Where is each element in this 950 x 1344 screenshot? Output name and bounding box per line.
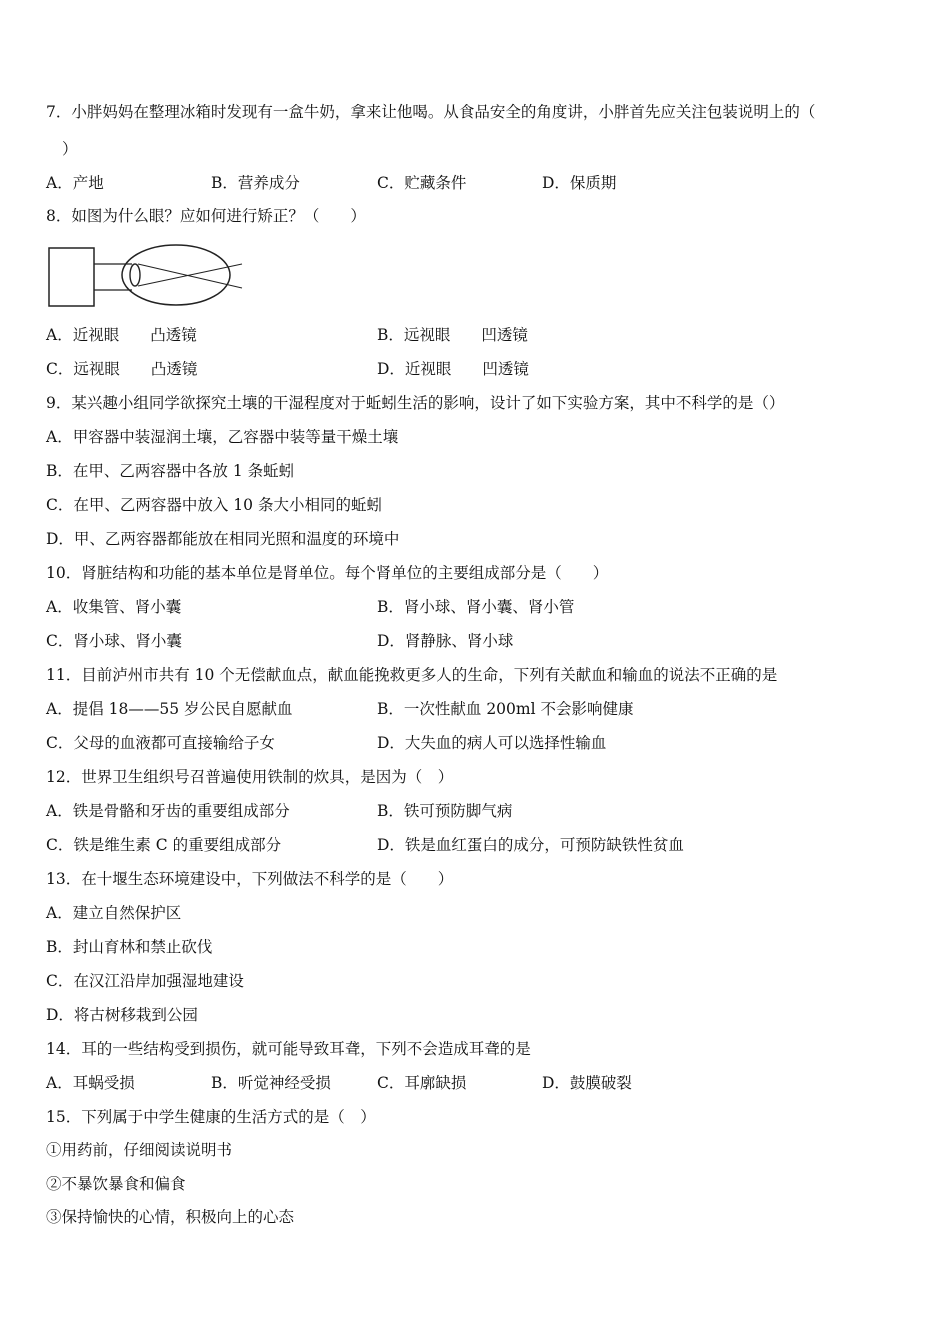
q14-option-d[interactable]: D．鼓膜破裂 — [542, 1074, 632, 1092]
q12-stem: 12．世界卫生组织号召普遍使用铁制的炊具，是因为（ ） — [46, 768, 454, 786]
q9-option-d[interactable]: D．甲、乙两容器都能放在相同光照和温度的环境中 — [46, 530, 400, 548]
q7-option-a[interactable]: A．产地 — [46, 174, 104, 192]
q14-option-b[interactable]: B．听觉神经受损 — [211, 1074, 331, 1092]
q12-option-d[interactable]: D．铁是血红蛋白的成分，可预防缺铁性贫血 — [377, 836, 684, 854]
q15-stem: 15．下列属于中学生健康的生活方式的是（ ） — [46, 1108, 376, 1126]
q9-option-a[interactable]: A．甲容器中装湿润土壤，乙容器中装等量干燥土壤 — [46, 428, 399, 446]
q13-option-d[interactable]: D．将古树移栽到公园 — [46, 1006, 198, 1024]
q14-option-c[interactable]: C．耳廓缺损 — [377, 1074, 467, 1092]
q13-option-b[interactable]: B．封山育林和禁止砍伐 — [46, 938, 213, 956]
q11-option-d[interactable]: D．大失血的病人可以选择性输血 — [377, 734, 607, 752]
q7-stem-cont: ） — [62, 140, 78, 158]
q10-option-a[interactable]: A．收集管、肾小囊 — [46, 598, 182, 616]
q8-option-d[interactable]: D．近视眼 凹透镜 — [377, 360, 529, 378]
q11-option-a[interactable]: A．提倡 18——55 岁公民自愿献血 — [46, 700, 293, 718]
q13-option-a[interactable]: A．建立自然保护区 — [46, 904, 182, 922]
q10-option-c[interactable]: C．肾小球、肾小囊 — [46, 632, 182, 650]
q7-stem: 7．小胖妈妈在整理冰箱时发现有一盒牛奶，拿来让他喝。从食品安全的角度讲，小胖首先应关注包装说明上的（ — [46, 103, 816, 121]
q11-stem: 11．目前泸州市共有 10 个无偿献血点，献血能挽救更多人的生命，下列有关献血和输血的说法不正确的是 — [46, 666, 778, 684]
q7-option-b[interactable]: B．营养成分 — [211, 174, 300, 192]
q8-option-a[interactable]: A．近视眼 凸透镜 — [46, 326, 197, 344]
q13-option-c[interactable]: C．在汉江沿岸加强湿地建设 — [46, 972, 244, 990]
q13-stem: 13．在十堰生态环境建设中，下列做法不科学的是（ ） — [46, 870, 454, 888]
q8-stem: 8．如图为什么眼？应如何进行矫正？（ ） — [46, 207, 366, 225]
q12-option-a[interactable]: A．铁是骨骼和牙齿的重要组成部分 — [46, 802, 290, 820]
eyeball — [122, 245, 230, 305]
q9-option-c[interactable]: C．在甲、乙两容器中放入 10 条大小相同的蚯蚓 — [46, 496, 382, 514]
q10-stem: 10．肾脏结构和功能的基本单位是肾单位。每个肾单位的主要组成部分是（ ） — [46, 564, 609, 582]
q11-option-b[interactable]: B．一次性献血 200ml 不会影响健康 — [377, 700, 634, 718]
q9-stem: 9．某兴趣小组同学欲探究土壤的干湿程度对于蚯蚓生活的影响，设计了如下实验方案，其中不科学的是（） — [46, 394, 785, 412]
q12-option-b[interactable]: B．铁可预防脚气病 — [377, 802, 513, 820]
q8-option-b[interactable]: B．远视眼 凹透镜 — [377, 326, 528, 344]
q12-option-c[interactable]: C．铁是维生素 C 的重要组成部分 — [46, 836, 282, 854]
q7-option-d[interactable]: D．保质期 — [542, 174, 617, 192]
q14-option-a[interactable]: A．耳蜗受损 — [46, 1074, 135, 1092]
q11-option-c[interactable]: C．父母的血液都可直接输给子女 — [46, 734, 275, 752]
q7-option-c[interactable]: C．贮藏条件 — [377, 174, 467, 192]
q9-option-b[interactable]: B．在甲、乙两容器中各放 1 条蚯蚓 — [46, 462, 295, 480]
eye-diagram — [46, 244, 246, 310]
q15-item-1: ①用药前，仔细阅读说明书 — [46, 1141, 233, 1159]
q15-item-3: ③保持愉快的心情，积极向上的心态 — [46, 1208, 295, 1226]
q8-option-c[interactable]: C．远视眼 凸透镜 — [46, 360, 198, 378]
lens — [130, 264, 140, 286]
q10-option-d[interactable]: D．肾静脉、肾小球 — [377, 632, 514, 650]
q10-option-b[interactable]: B．肾小球、肾小囊、肾小管 — [377, 598, 575, 616]
q15-item-2: ②不暴饮暴食和偏食 — [46, 1175, 186, 1193]
q14-stem: 14．耳的一些结构受到损伤，就可能导致耳聋，下列不会造成耳聋的是 — [46, 1040, 531, 1058]
object-box — [49, 248, 94, 306]
